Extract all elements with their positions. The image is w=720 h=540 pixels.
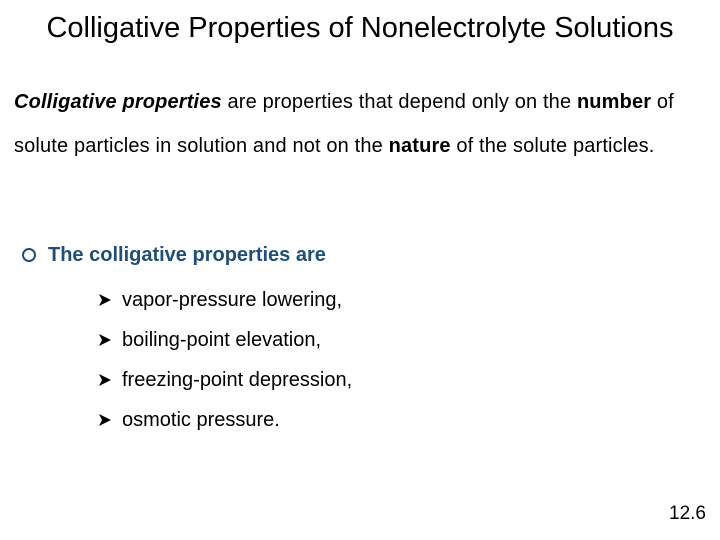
list-item	[98, 405, 352, 445]
intro-term: Colligative properties	[14, 91, 222, 113]
arrow-pointer-icon	[98, 333, 112, 347]
list-item-label: osmotic pressure.	[122, 409, 280, 431]
arrow-pointer-icon	[98, 293, 112, 307]
intro-text-2: of solute particles in solution and not on the	[14, 91, 674, 157]
arrow-pointer-icon	[98, 413, 112, 427]
intro-nature: nature	[388, 135, 451, 157]
circle-outline-icon	[22, 248, 36, 262]
intro-number: number	[576, 91, 652, 113]
page-number: 12.6	[669, 503, 706, 524]
list-item	[98, 365, 352, 405]
list-item	[98, 285, 352, 325]
list-item-label: vapor-pressure lowering,	[122, 289, 343, 311]
list-item	[98, 325, 352, 365]
main-bullet	[22, 240, 326, 270]
list-item-label: freezing-point depression,	[122, 369, 353, 391]
intro-text-1: are properties that depend only on the	[221, 91, 577, 113]
slide-title: Colligative Properties of Nonelectrolyte Solutions	[46, 12, 674, 44]
intro-text-3: of the solute particles.	[450, 135, 655, 157]
main-bullet-text: The colligative properties are	[48, 244, 326, 266]
intro-paragraph	[14, 80, 704, 168]
arrow-pointer-icon	[98, 373, 112, 387]
property-list	[98, 285, 352, 445]
list-item-label: boiling-point elevation,	[122, 329, 322, 351]
